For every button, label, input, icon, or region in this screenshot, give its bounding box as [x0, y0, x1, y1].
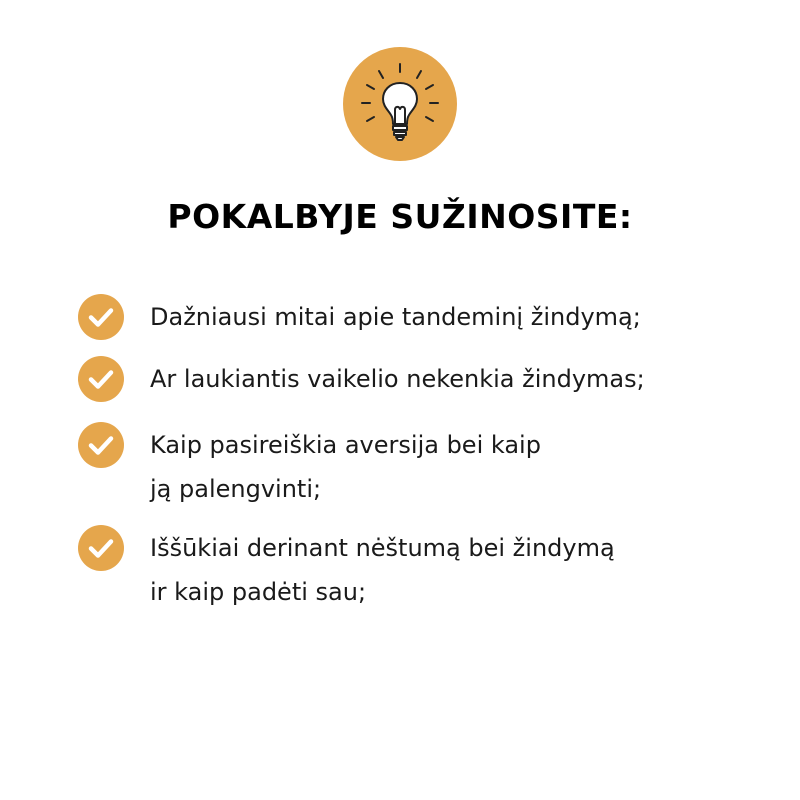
check-badge	[78, 525, 124, 571]
check-badge	[78, 356, 124, 402]
checkmark-icon	[78, 422, 124, 468]
list-item-text	[150, 526, 750, 614]
list-item-line: Kaip pasireiškia aversija bei kaip	[150, 431, 541, 459]
list-item-line: ir kaip padėti sau;	[150, 578, 367, 606]
checkmark-icon	[78, 356, 124, 402]
list-item-text	[150, 295, 750, 339]
checkmark-icon	[78, 525, 124, 571]
page-title: POKALBYJE SUŽINOSITE:	[167, 197, 633, 236]
list-item-line: ją palengvinti;	[150, 475, 322, 503]
list-item-line: Iššūkiai derinant nėštumą bei žindymą	[150, 534, 615, 562]
list-item-line: Dažniausi mitai apie tandeminį žindymą;	[150, 303, 641, 331]
checkmark-icon	[78, 294, 124, 340]
check-badge	[78, 422, 124, 468]
list-item-line: Ar laukiantis vaikelio nekenkia žindymas;	[150, 365, 645, 393]
check-badge	[78, 294, 124, 340]
list-item-text	[150, 423, 750, 511]
list-item-text	[150, 357, 750, 401]
